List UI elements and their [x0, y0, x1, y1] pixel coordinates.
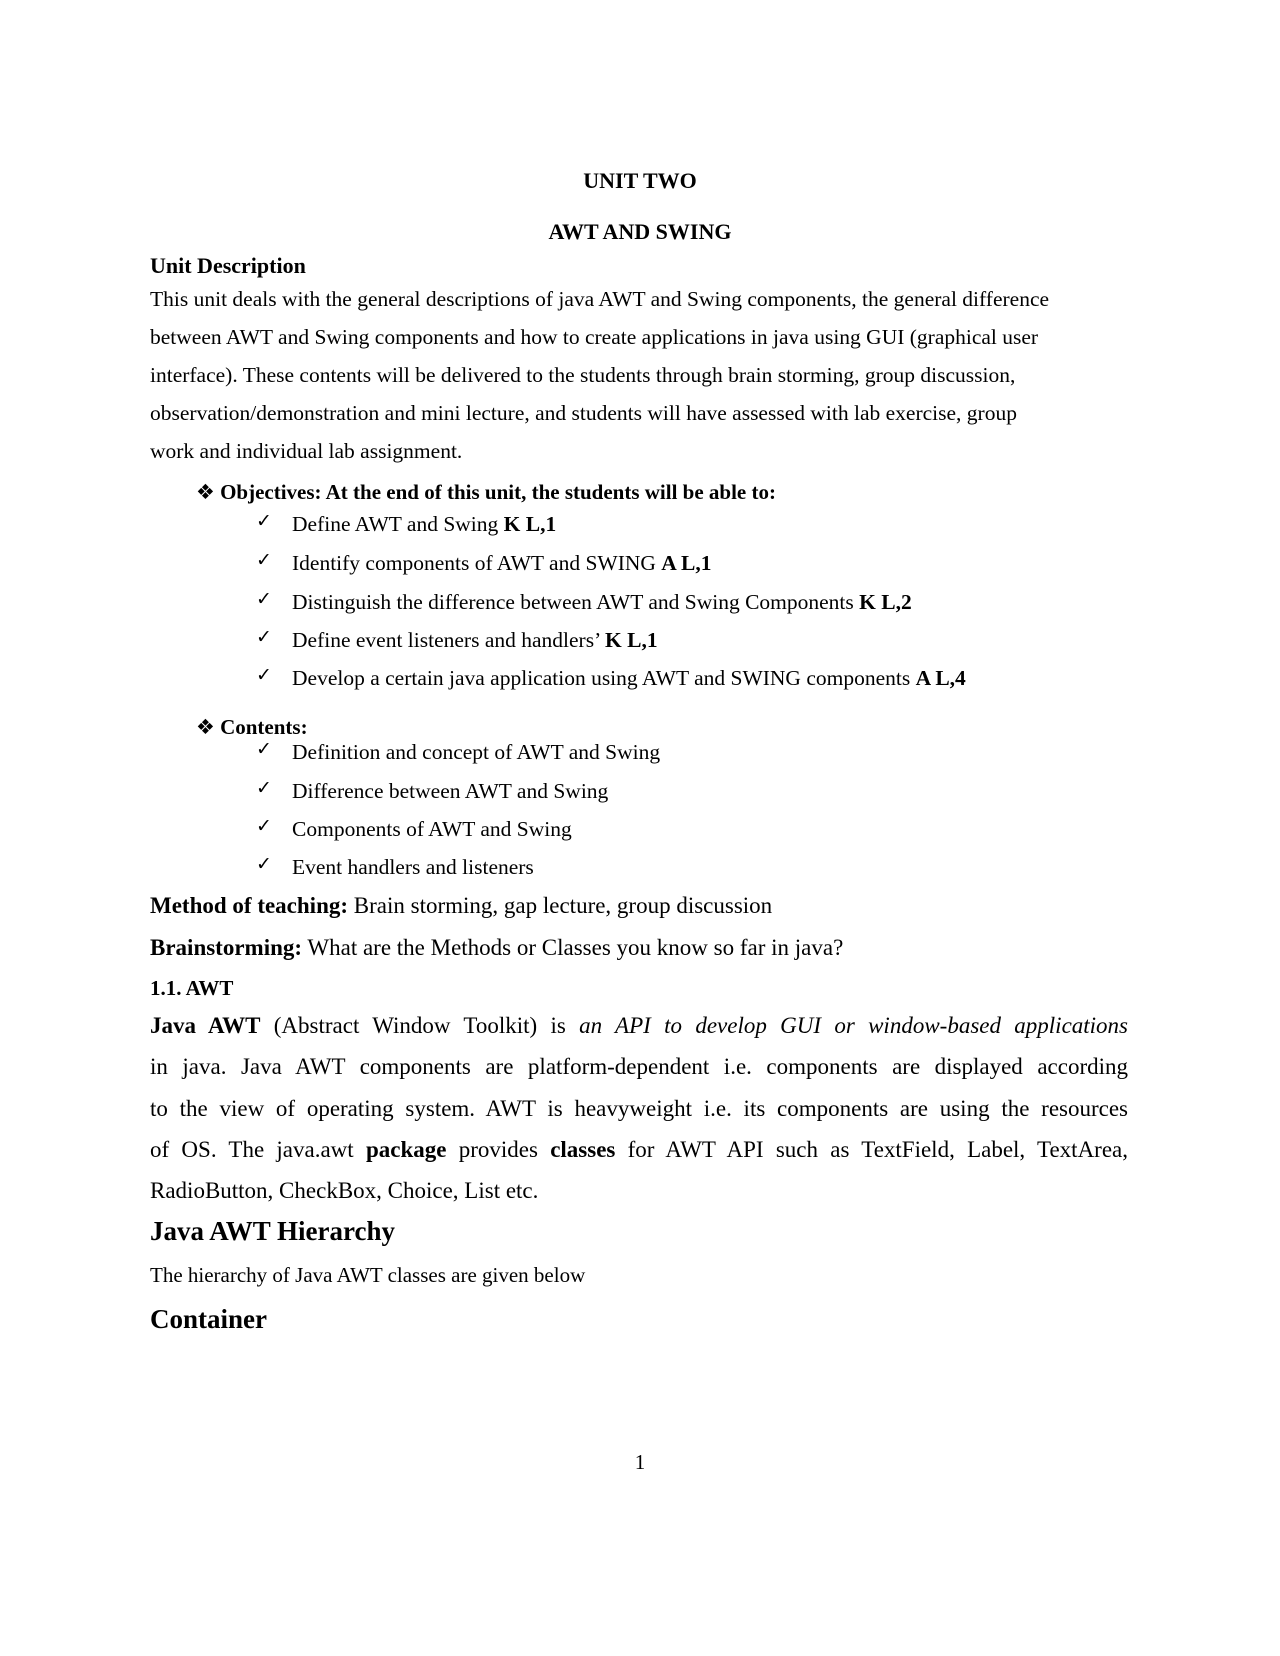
- contents-item-text: Event handlers and listeners: [292, 855, 534, 879]
- contents-heading-row: [196, 715, 308, 740]
- contents-item: [256, 740, 660, 765]
- objective-level: K L,1: [605, 628, 658, 652]
- objective-text: Identify components of AWT and SWING: [292, 551, 662, 575]
- check-mark-icon: ✓: [256, 510, 272, 532]
- java-awt-bold: Java AWT: [150, 1013, 261, 1038]
- check-mark-icon: ✓: [256, 853, 272, 875]
- section-heading-awt: 1.1. AWT: [150, 976, 234, 1000]
- unit-title: UNIT TWO: [583, 168, 697, 193]
- contents-item: [256, 779, 608, 804]
- description-line-3: interface). These contents will be delivered to the students through brain storming, group discussion,: [150, 363, 1016, 387]
- awt-paragraph-line-5: RadioButton, CheckBox, Choice, List etc.: [150, 1178, 539, 1203]
- container-heading: Container: [150, 1304, 267, 1334]
- package-bold: package: [365, 1137, 447, 1162]
- objective-item: [256, 551, 711, 576]
- contents-item: [256, 855, 534, 880]
- description-line-1: This unit deals with the general descriptions of java AWT and Swing components, the general difference: [150, 287, 1050, 311]
- unit-subtitle: AWT AND SWING: [548, 219, 732, 244]
- diamond-bullet-icon: ❖: [196, 715, 215, 739]
- check-mark-icon: ✓: [256, 626, 272, 648]
- objectives-heading: Objectives: At the end of this unit, the students will be able to:: [220, 480, 776, 504]
- objective-item: [256, 590, 912, 615]
- brainstorming: [150, 935, 843, 961]
- contents-item-text: Definition and concept of AWT and Swing: [292, 740, 661, 764]
- awt-paragraph-line-3: to the view of operating system. AWT is heavyweight i.e. its components are using the resources: [150, 1096, 1128, 1121]
- awt-line-4-a: of OS. The java.awt: [150, 1137, 366, 1162]
- unit-description-heading: Unit Description: [150, 253, 306, 278]
- contents-item-text: Difference between AWT and Swing: [292, 779, 609, 803]
- diamond-bullet-icon: ❖: [196, 480, 215, 504]
- objective-item: [256, 666, 966, 691]
- method-of-teaching-text: Brain storming, gap lecture, group discussion: [348, 893, 773, 918]
- objective-level: A L,1: [661, 551, 712, 575]
- objective-text: Define AWT and Swing: [292, 512, 504, 536]
- contents-item: [256, 817, 572, 842]
- awt-line-1-text: (Abstract Window Toolkit) is: [260, 1013, 580, 1038]
- objective-level: K L,2: [859, 590, 912, 614]
- contents-item-text: Components of AWT and Swing: [292, 817, 572, 841]
- brainstorming-label: Brainstorming:: [150, 935, 303, 960]
- objective-text: Develop a certain java application using AWT and SWING components: [292, 666, 916, 690]
- check-mark-icon: ✓: [256, 815, 272, 837]
- check-mark-icon: ✓: [256, 549, 272, 571]
- method-of-teaching-label: Method of teaching:: [150, 893, 349, 918]
- classes-bold: classes: [550, 1137, 616, 1162]
- hierarchy-text: The hierarchy of Java AWT classes are given below: [150, 1263, 586, 1287]
- objective-text: Define event listeners and handlers’: [292, 628, 606, 652]
- objective-text: Distinguish the difference between AWT and Swing Components: [292, 590, 860, 614]
- contents-heading: Contents:: [220, 715, 308, 739]
- awt-paragraph-line-2: in java. Java AWT components are platform-dependent i.e. components are displayed according: [150, 1054, 1128, 1079]
- objective-level: K L,1: [503, 512, 557, 536]
- description-line-5: work and individual lab assignment.: [150, 439, 463, 463]
- objective-item: [256, 512, 556, 537]
- description-line-4: observation/demonstration and mini lecture, and students will have assessed with lab exercise, group: [150, 401, 1017, 425]
- check-mark-icon: ✓: [256, 664, 272, 686]
- page-number: 1: [634, 1450, 646, 1474]
- objective-item: [256, 628, 658, 653]
- brainstorming-text: What are the Methods or Classes you know so far in java?: [302, 935, 844, 960]
- awt-paragraph-line-1: [150, 1013, 1128, 1039]
- objective-level: A L,4: [915, 666, 966, 690]
- description-line-2: between AWT and Swing components and how to create applications in java using GUI (graphical user: [150, 325, 1039, 349]
- awt-line-4-e: for AWT API such as TextField, Label, TextArea,: [615, 1137, 1128, 1162]
- awt-paragraph-line-4: [150, 1137, 1128, 1163]
- check-mark-icon: ✓: [256, 777, 272, 799]
- method-of-teaching: [150, 893, 772, 919]
- check-mark-icon: ✓: [256, 588, 272, 610]
- hierarchy-heading: Java AWT Hierarchy: [150, 1216, 396, 1246]
- awt-line-1-italic: an API to develop GUI or window-based applications: [579, 1013, 1129, 1038]
- objectives-heading-row: [196, 480, 776, 505]
- awt-line-4-c: provides: [446, 1137, 551, 1162]
- check-mark-icon: ✓: [256, 738, 272, 760]
